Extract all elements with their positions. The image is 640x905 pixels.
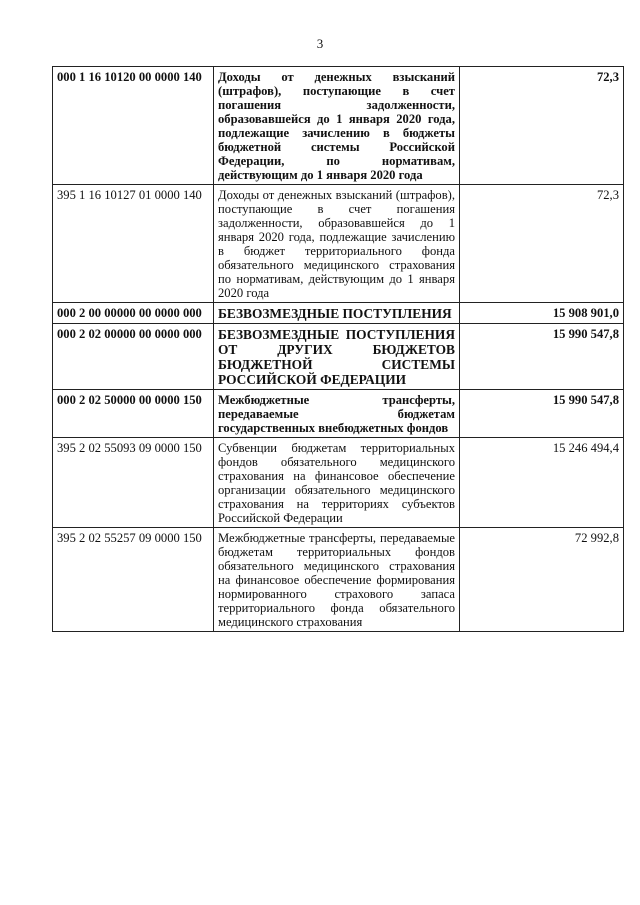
table-row — [53, 185, 624, 303]
revenue-name-cell: БЕЗВОЗМЕЗДНЫЕ ПОСТУПЛЕНИЯ — [214, 303, 460, 324]
budget-code-cell: 000 2 00 00000 00 0000 000 — [53, 303, 214, 324]
table-row — [53, 438, 624, 528]
budget-code-cell: 000 2 02 50000 00 0000 150 — [53, 390, 214, 438]
page-number: 3 — [316, 36, 324, 51]
amount-cell: 15 990 547,8 — [460, 324, 624, 390]
table-row — [53, 528, 624, 632]
revenue-name-cell: Доходы от денежных взысканий (штрафов), поступающие в счет погашения задолженности, образовавшейся до 1 января 2020 года, подлежащие зачислению в бюджет территориального фонда обязательного медицинского страхования по нормативам, действующим до 1 января 2020 года — [214, 185, 460, 303]
table-row — [53, 324, 624, 390]
amount-cell: 72,3 — [460, 185, 624, 303]
budget-code-cell: 395 2 02 55093 09 0000 150 — [53, 438, 214, 528]
budget-code-cell: 000 2 02 00000 00 0000 000 — [53, 324, 214, 390]
table-row — [53, 390, 624, 438]
budget-code-cell: 395 1 16 10127 01 0000 140 — [53, 185, 214, 303]
revenue-name-cell: Субвенции бюджетам территориальных фондов обязательного медицинского страхования на финансовое обеспечение организации обязательного медицинского страхования на территориях субъектов Российской Федерации — [214, 438, 460, 528]
revenue-name-cell: Межбюджетные трансферты, передаваемые бюджетам государственных внебюджетных фондов — [214, 390, 460, 438]
amount-cell: 15 246 494,4 — [460, 438, 624, 528]
amount-cell: 72 992,8 — [460, 528, 624, 632]
table-row — [53, 67, 624, 185]
table-row — [53, 303, 624, 324]
amount-cell: 15 908 901,0 — [460, 303, 624, 324]
budget-code-cell: 395 2 02 55257 09 0000 150 — [53, 528, 214, 632]
budget-code-cell: 000 1 16 10120 00 0000 140 — [53, 67, 214, 185]
amount-cell: 15 990 547,8 — [460, 390, 624, 438]
revenue-name-cell: Доходы от денежных взысканий (штрафов), поступающие в счет погашения задолженности, образовавшейся до 1 января 2020 года, подлежащие зачислению в бюджеты бюджетной системы Российской Федерации, по нормативам, действующим до 1 января 2020 года — [214, 67, 460, 185]
revenue-name-cell: Межбюджетные трансферты, передаваемые бюджетам территориальных фондов обязательного медицинского страхования на финансовое обеспечение формирования нормированного страхового запаса территориального фонда обязательного медицинского страхования — [214, 528, 460, 632]
amount-cell: 72,3 — [460, 67, 624, 185]
revenue-name-cell: БЕЗВОЗМЕЗДНЫЕ ПОСТУПЛЕНИЯ ОТ ДРУГИХ БЮДЖЕТОВ БЮДЖЕТНОЙ СИСТЕМЫ РОССИЙСКОЙ ФЕДЕРАЦИИ — [214, 324, 460, 390]
revenue-table — [52, 66, 624, 632]
